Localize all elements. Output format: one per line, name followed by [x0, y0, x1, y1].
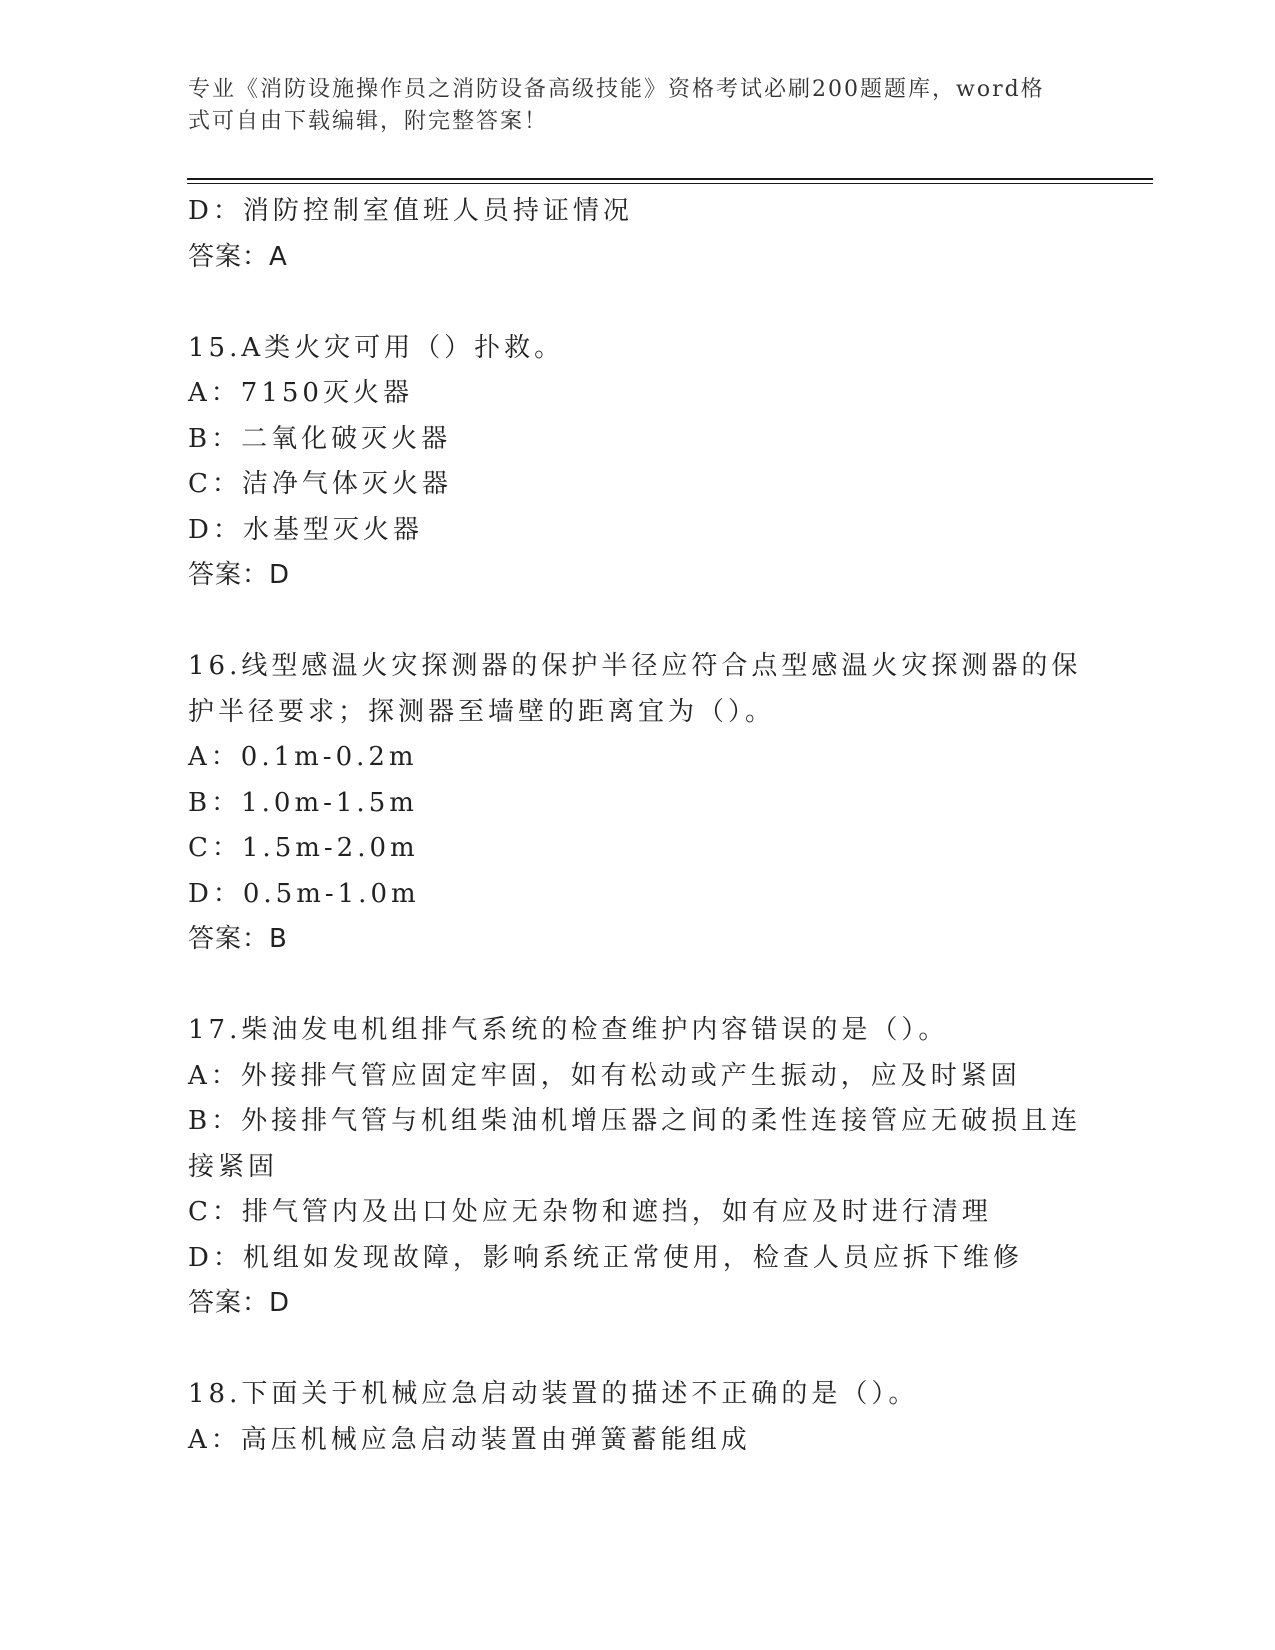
- option-b: B：外接排气管与机组柴油机增压器之间的柔性连接管应无破损且连接紧固: [188, 1106, 1082, 1182]
- spacer: [188, 599, 1088, 645]
- option-c: C：1.5m-2.0m: [188, 833, 419, 863]
- spacer: [188, 963, 1088, 1009]
- option-d: D：水基型灭火器: [188, 514, 423, 545]
- answer-carryover: 答案：A: [188, 241, 288, 272]
- option-d-carryover: D：消防控制室值班人员持证情况: [188, 196, 633, 226]
- question-stem: 15.A类火灾可用（）扑救。: [188, 332, 565, 363]
- option-a: A：高压机械应急启动装置由弹簧蓄能组成: [188, 1424, 751, 1455]
- option-a: A：0.1m-0.2m: [188, 742, 418, 772]
- option-a: A：外接排气管应固定牢固，如有松动或产生振动，应及时紧固: [188, 1060, 1021, 1091]
- option-b: B：1.0m-1.5m: [188, 787, 418, 818]
- option-d: D：0.5m-1.0m: [188, 878, 420, 909]
- question-18: [188, 1372, 1088, 1463]
- option-c: C：洁净气体灭火器: [188, 469, 452, 499]
- question-stem: 17.柴油发电机组排气系统的检查维护内容错误的是（）。: [188, 1015, 949, 1045]
- question-stem: 16.线型感温火灾探测器的保护半径应符合点型感温火灾探测器的保护半径要求；探测器至墙壁的距离宜为（）。: [188, 651, 1082, 727]
- answer: 答案：D: [188, 560, 291, 590]
- question-17: [188, 1008, 1088, 1327]
- document-header: 专业《消防设施操作员之消防设备高级技能》资格考试必刷200题题库，word格式可自由下载编辑，附完整答案！: [188, 77, 1045, 134]
- document-body: [188, 189, 1088, 1463]
- header-divider-thick: [187, 178, 1153, 180]
- option-d: D：机组如发现故障，影响系统正常使用，检查人员应拆下维修: [188, 1242, 1023, 1273]
- spacer: [188, 280, 1088, 326]
- option-b: B：二氧化破灭火器: [188, 423, 452, 454]
- answer: 答案：B: [188, 924, 288, 954]
- option-c: C：排气管内及出口处应无杂物和遮挡，如有应及时进行清理: [188, 1197, 992, 1227]
- answer: 答案：D: [188, 1288, 291, 1318]
- question-16: [188, 644, 1088, 963]
- question-stem: 18.下面关于机械应急启动装置的描述不正确的是（）。: [188, 1379, 919, 1409]
- option-a: A：7150灭火器: [188, 378, 413, 408]
- spacer: [188, 1327, 1088, 1373]
- header-divider-thin: [187, 183, 1153, 184]
- question-15: [188, 326, 1088, 599]
